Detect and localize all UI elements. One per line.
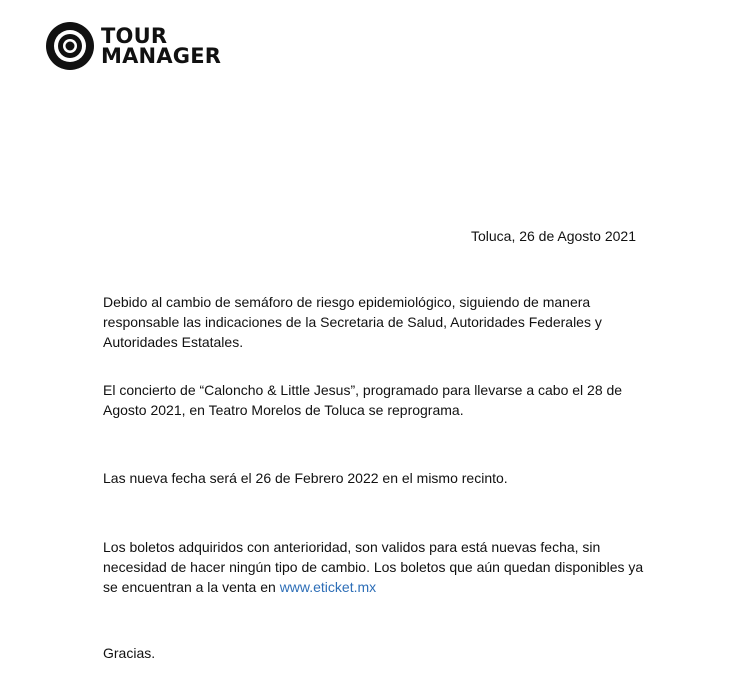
eticket-link[interactable]: www.eticket.mx [279,579,377,595]
closing: Gracias. [103,645,156,661]
paragraph-4-text: Los boletos adquiridos con anterioridad, son validos para está nuevas fecha, sin necesidad de hacer ningún tipo de cambio. Los boletos que aún quedan disponibles ya se encuentran a la venta en [103,539,644,595]
letter-date: Toluca, 26 de Agosto 2021 [470,228,636,244]
logo-line-2: MANAGER [101,44,222,68]
paragraph-2: El concierto de “Caloncho & Little Jesus”, programado para llevarse a cabo el 28 de Agosto 2021, en Teatro Morelos de Toluca se reprograma. [103,382,623,418]
logo-wordmark [101,26,221,66]
brand-logo [45,21,221,71]
logo-line-1: TOUR [101,24,168,48]
paragraph-3: Las nueva fecha será el 26 de Febrero 2022 en el mismo recinto. [103,470,508,486]
paragraph-1: Debido al cambio de semáforo de riesgo epidemiológico, siguiendo de manera responsable las indicaciones de la Secretaria de Salud, Autoridades Federales y Autoridades Estatales. [103,294,602,350]
tour-manager-logo-icon [45,21,95,71]
paragraph-4 [103,537,648,597]
